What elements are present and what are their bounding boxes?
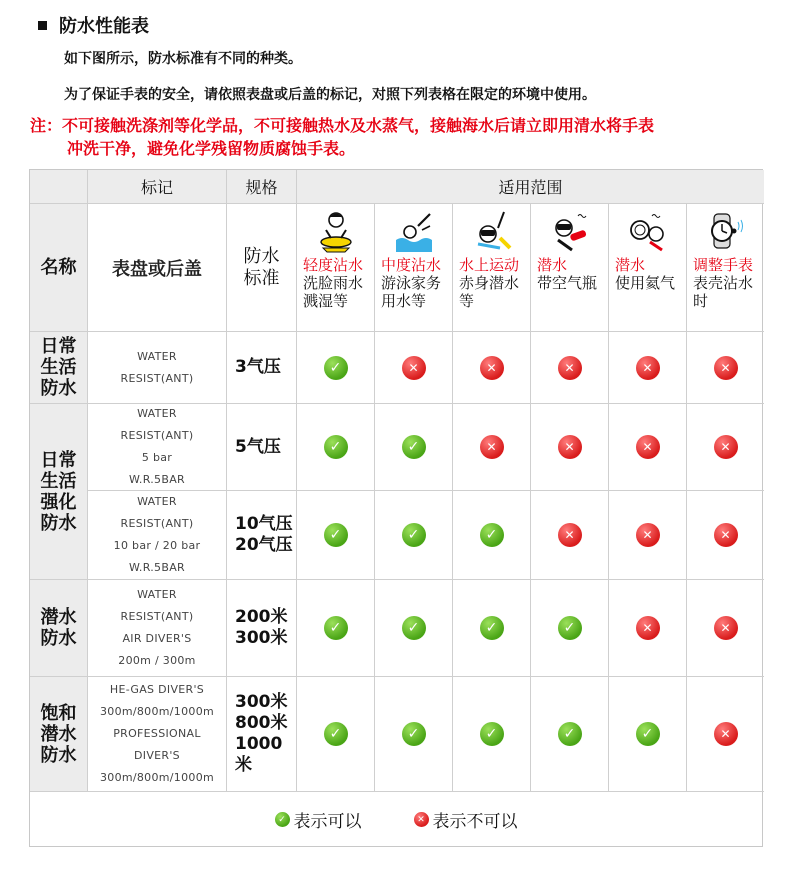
status-cell — [531, 404, 609, 491]
usage-header-1 — [297, 204, 375, 332]
cross-icon: ✕ — [714, 523, 738, 547]
watch-adjust-icon — [704, 208, 748, 254]
cross-icon: ✕ — [414, 812, 429, 827]
status-cell — [687, 491, 764, 580]
status-cell — [531, 491, 609, 580]
check-icon: ✓ — [324, 356, 348, 380]
cross-icon: ✕ — [558, 435, 582, 459]
status-cell — [687, 677, 764, 792]
warning-note-line-2: 冲洗干净，避免化学残留物质腐蚀手表。 — [67, 139, 356, 158]
usage-desc: 使用氦气 — [615, 274, 676, 292]
cross-icon: ✕ — [402, 356, 426, 380]
check-icon: ✓ — [324, 722, 348, 746]
usage-title: 水上运动 — [459, 256, 520, 274]
category-daily-plus: 日常 生活 强化 防水 — [30, 404, 88, 580]
check-icon: ✓ — [480, 523, 504, 547]
header-mark: 标记 — [88, 170, 227, 204]
legend-ok-label: 表示可以 — [293, 812, 362, 832]
check-icon: ✓ — [324, 523, 348, 547]
spec-cell: 3气压 — [227, 332, 297, 404]
usage-desc: 表壳沾水 时 — [693, 274, 754, 310]
water-resistance-table — [29, 169, 763, 847]
check-icon: ✓ — [480, 722, 504, 746]
status-cell — [531, 677, 609, 792]
usage-header-6 — [687, 204, 764, 332]
status-cell — [609, 491, 687, 580]
status-cell — [453, 404, 531, 491]
cross-icon: ✕ — [714, 435, 738, 459]
cross-icon: ✕ — [714, 356, 738, 380]
status-cell — [687, 580, 764, 677]
check-icon: ✓ — [402, 722, 426, 746]
category-diving: 潜水 防水 — [30, 580, 88, 677]
cross-icon: ✕ — [714, 722, 738, 746]
status-cell — [453, 580, 531, 677]
status-cell — [375, 677, 453, 792]
usage-desc: 洗脸雨水 溅湿等 — [303, 274, 364, 310]
cross-icon: ✕ — [480, 356, 504, 380]
legend-ok — [275, 807, 362, 832]
usage-desc: 游泳家务 用水等 — [381, 274, 442, 310]
cross-icon: ✕ — [558, 523, 582, 547]
square-bullet-icon — [38, 21, 47, 30]
status-cell — [375, 580, 453, 677]
status-cell — [531, 580, 609, 677]
status-cell — [297, 677, 375, 792]
usage-header-2 — [375, 204, 453, 332]
mark-cell: WATER RESIST(ANT) 5 bar W.R.5BAR — [88, 404, 227, 491]
spec-cell: 300米 800米 1000米 — [227, 677, 297, 792]
mark-cell: WATER RESIST(ANT) 10 bar / 20 bar W.R.5BAR — [88, 491, 227, 580]
status-cell — [609, 404, 687, 491]
header-corner — [30, 170, 88, 204]
check-icon: ✓ — [558, 616, 582, 640]
usage-header-4 — [531, 204, 609, 332]
face-washing-icon — [314, 208, 358, 254]
usage-header-3 — [453, 204, 531, 332]
status-cell — [609, 580, 687, 677]
status-cell — [687, 332, 764, 404]
status-cell — [297, 580, 375, 677]
status-cell — [531, 332, 609, 404]
intro-line-2: 为了保证手表的安全，请依照表盘或后盖的标记，对照下列表格在限定的环境中使用。 — [64, 87, 596, 103]
status-cell — [375, 332, 453, 404]
header-name: 名称 — [30, 204, 88, 332]
status-cell — [375, 491, 453, 580]
usage-desc: 赤身潜水 等 — [459, 274, 520, 310]
usage-title: 中度沾水 — [381, 256, 442, 274]
check-icon: ✓ — [275, 812, 290, 827]
spec-cell: 200米 300米 — [227, 580, 297, 677]
check-icon: ✓ — [324, 616, 348, 640]
status-cell — [453, 332, 531, 404]
status-cell — [375, 404, 453, 491]
mark-cell: HE-GAS DIVER'S 300m/800m/1000m PROFESSIONAL DIVER'S 300m/800m/1000m — [88, 677, 227, 792]
warning-note-line-1: 注：不可接触洗涤剂等化学品，不可接触热水及水蒸气，接触海水后请立即用清水将手表 — [30, 116, 655, 135]
legend-no — [414, 807, 518, 832]
header-standard: 防水 标准 — [227, 204, 297, 332]
status-cell — [297, 332, 375, 404]
scuba-diving-icon — [548, 208, 592, 254]
usage-title: 调整手表 — [693, 256, 754, 274]
usage-title: 轻度沾水 — [303, 256, 364, 274]
category-saturation: 饱和 潜水 防水 — [30, 677, 88, 792]
usage-desc: 带空气瓶 — [537, 274, 598, 292]
status-cell — [609, 677, 687, 792]
spec-cell: 10气压 20气压 — [227, 491, 297, 580]
intro-line-1: 如下图所示，防水标准有不同的种类。 — [64, 51, 302, 67]
status-cell — [297, 404, 375, 491]
check-icon: ✓ — [480, 616, 504, 640]
usage-header-5 — [609, 204, 687, 332]
legend-no-label: 表示不可以 — [432, 812, 518, 832]
status-cell — [453, 677, 531, 792]
cross-icon: ✕ — [636, 616, 660, 640]
header-scope: 适用范围 — [297, 170, 764, 204]
category-daily: 日常 生活 防水 — [30, 332, 88, 404]
cross-icon: ✕ — [480, 435, 504, 459]
check-icon: ✓ — [324, 435, 348, 459]
check-icon: ✓ — [558, 722, 582, 746]
swimming-icon — [392, 208, 436, 254]
snorkeling-icon — [470, 208, 514, 254]
header-dial: 表盘或后盖 — [88, 204, 227, 332]
check-icon: ✓ — [402, 523, 426, 547]
status-cell — [609, 332, 687, 404]
usage-title: 潜水 — [615, 256, 646, 274]
page-title: 防水性能表 — [59, 16, 149, 37]
header-spec: 规格 — [227, 170, 297, 204]
helium-diving-icon — [626, 208, 670, 254]
check-icon: ✓ — [402, 435, 426, 459]
status-cell — [297, 491, 375, 580]
legend — [30, 792, 762, 847]
cross-icon: ✕ — [636, 356, 660, 380]
mark-cell: WATER RESIST(ANT) AIR DIVER'S 200m / 300m — [88, 580, 227, 677]
cross-icon: ✕ — [636, 435, 660, 459]
spec-cell: 5气压 — [227, 404, 297, 491]
status-cell — [453, 491, 531, 580]
status-cell — [687, 404, 764, 491]
check-icon: ✓ — [636, 722, 660, 746]
title-row — [38, 12, 149, 38]
cross-icon: ✕ — [714, 616, 738, 640]
mark-cell: WATER RESIST(ANT) — [88, 332, 227, 404]
cross-icon: ✕ — [636, 523, 660, 547]
usage-title: 潜水 — [537, 256, 568, 274]
check-icon: ✓ — [402, 616, 426, 640]
cross-icon: ✕ — [558, 356, 582, 380]
